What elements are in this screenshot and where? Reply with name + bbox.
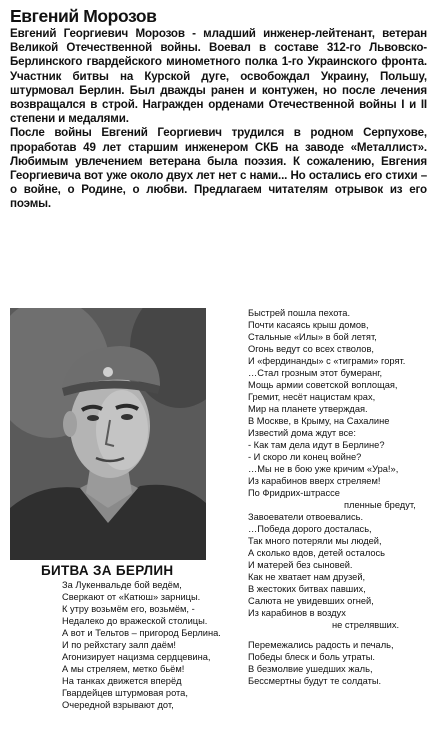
poem-line: Завоеватели отвоевались.: [248, 512, 364, 522]
poem-line: Быстрей пошла пехота.: [248, 308, 351, 318]
poem-title: БИТВА ЗА БЕРЛИН: [41, 563, 174, 578]
poem-line: …Мы не в бою уже кричим «Ура!»,: [248, 464, 399, 474]
poem-line: На танках движется вперёд: [62, 676, 182, 686]
article-bio: [10, 27, 427, 212]
poem-line: Сверкают от «Катюш» зарницы.: [62, 592, 201, 602]
poem-line: Как не хватает нам друзей,: [248, 572, 366, 582]
poem-line: Победы блеск и боль утраты.: [248, 652, 376, 662]
poem-line: …Стал грозным этот бумеранг,: [248, 368, 383, 378]
poem-right-column: [248, 307, 428, 687]
poem-line: Так много потеряли мы людей,: [248, 536, 382, 546]
article-title: Евгений Морозов: [10, 6, 157, 26]
poem-line: Очередной взрывают дот,: [62, 700, 174, 710]
portrait-illustration: [10, 308, 206, 560]
poem-line: И матерей без сыновей.: [248, 560, 353, 570]
poem-line: В жестоких битвах павших,: [248, 584, 366, 594]
poem-section: [8, 305, 429, 733]
poem-line: Огонь ведут со всех стволов,: [248, 344, 374, 354]
poem-line: Недалеко до вражеской столицы.: [62, 616, 208, 626]
poem-line: Бессмертны будут те солдаты.: [248, 676, 382, 686]
poem-line: По Фридрих-штрассе: [248, 488, 340, 498]
poem-line: …Победа дорого досталась,: [248, 524, 372, 534]
poem-line: Агонизирует нацизма сердцевина,: [62, 652, 211, 662]
poem-line: Перемежались радость и печаль,: [248, 640, 394, 650]
poem-line: Мощь армии советской воплощая,: [248, 380, 398, 390]
poem-line: Стальные «Илы» в бой летят,: [248, 332, 377, 342]
poem-line: Гремит, несёт нацистам крах,: [248, 392, 376, 402]
poem-line: Почти касаясь крыш домов,: [248, 320, 369, 330]
poem-line: А мы стреляем, метко бьём!: [62, 664, 185, 674]
poem-left-column: [62, 579, 221, 711]
poem-line: И по рейхстагу залп даём!: [62, 640, 176, 650]
poem-line: Из карабинов вверх стреляем!: [248, 476, 381, 486]
poem-line: А сколько вдов, детей осталось: [248, 548, 386, 558]
poem-line: И «фердинанды» с «тиграми» горят.: [248, 356, 406, 366]
poem-line: пленные бредут,: [344, 500, 416, 510]
poem-line: В Москве, в Крыму, на Сахалине: [248, 416, 390, 426]
poem-line: - Как там дела идут в Берлине?: [248, 440, 385, 450]
poem-line: Мир на планете утверждая.: [248, 404, 368, 414]
poem-line: Из карабинов в воздух: [248, 608, 346, 618]
veteran-portrait-photo: [10, 308, 206, 560]
bio-paragraph-2: После войны Евгений Георгиевич трудился в родном Серпухове, проработав 49 лет старшим инженером СКБ на заводе «Металлист». Любимым увлечением ветерана была поэзия. К сожалению, Евгения Георгиевича вот уже около двух лет нет с нами... Но остались его стихи – о войне, о Родине, о любви. Предлагаем читателям отрывок из его поэмы.: [10, 126, 427, 211]
stanza-gap: [248, 631, 428, 639]
poem-line: Гвардейцев штурмовая рота,: [62, 688, 188, 698]
poem-line: не стрелявших.: [332, 620, 400, 630]
poem-line: За Лукенвальде бой ведём,: [62, 580, 182, 590]
poem-line: - И скоро ли конец войне?: [248, 452, 362, 462]
poem-line: А вот и Тельтов – пригород Берлина.: [62, 628, 221, 638]
poem-line: Салюта не увидевших огней,: [248, 596, 374, 606]
poem-line: Известий дома ждут все:: [248, 428, 356, 438]
poem-line: В безмолвие ушедших жаль,: [248, 664, 373, 674]
poem-line: К утру возьмём его, возьмём, -: [62, 604, 195, 614]
bio-paragraph-1: Евгений Георгиевич Морозов - младший инженер-лейтенант, ветеран Великой Отечественной войны. Воевал в составе 312-го Львовско-Берлинского гвардейского минометного полка 1-го Украинского фронта. Участник битвы на Курской дуге, освобождал Украину, Польшу, штурмовал Берлин. Был дважды ранен и контужен, но после лечения возвращался в строй. Награжден орденами Отечественной войны I и II степени и медалями.: [10, 27, 427, 126]
